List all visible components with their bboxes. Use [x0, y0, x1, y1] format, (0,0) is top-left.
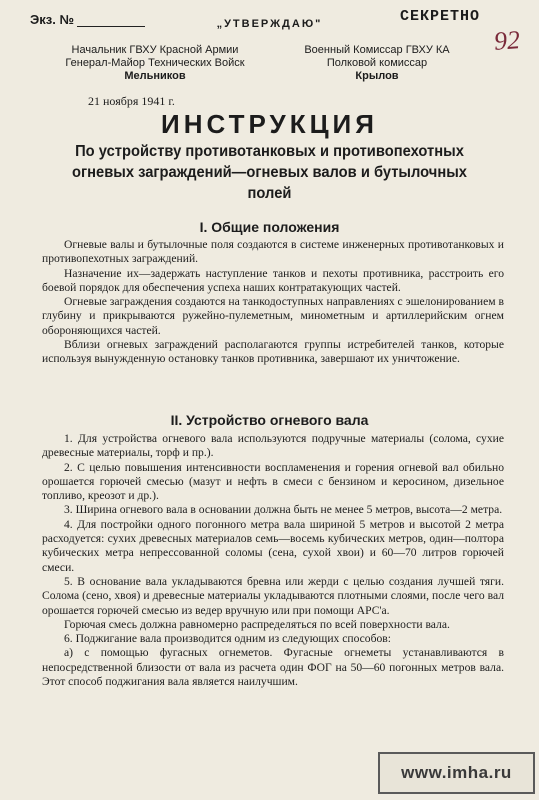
paragraph: Вблизи огневых заграждений располагаются группы истребителей танков, которые используя вынужденную остановку танков противника, завершают их уничтожение. [42, 338, 504, 366]
approval-heading: „УТВЕРЖДАЮ" [216, 18, 323, 30]
paragraph: 1. Для устройства огневого вала используются подручные материалы (солома, сухие древесные материалы, торф и пр.). [42, 432, 504, 460]
left-signatory-name: Мельников [124, 70, 186, 82]
section-body-general [42, 238, 504, 367]
paragraph: Назначение их—задержать наступление танков и пехоты противника, расстроить его боевой порядок для обеспечения успеха наших контратакующих частей. [42, 266, 504, 294]
paragraph: 5. В основание вала укладываются бревна или жерди с целью создания лучшей тяги. Солома (сено, хвоя) и древесные материалы укладываются плотными слоями, после чего вал орошается горючей смесью из ведер вручную или при помощи АРС'а. [42, 574, 504, 617]
section-body-fire-wall [42, 432, 504, 689]
paragraph: Огневые валы и бутылочные поля создаются в системе инженерных противотанковых и противопехотных заграждений. [42, 238, 504, 266]
section-heading-fire-wall: II. Устройство огневого вала [170, 412, 369, 428]
classification-label: СЕКРЕТНО [400, 8, 481, 25]
left-signatory-line1: Начальник ГВХУ Красной Армии [71, 44, 239, 56]
document-subtitle: По устройству противотанковых и противопехотных огневых заграждений—огневых валов и бутылочных полей [72, 143, 467, 202]
right-signatory [272, 44, 482, 83]
paragraph: 3. Ширина огневого вала в основании должна быть не менее 5 метров, высота—2 метра. [64, 503, 503, 517]
archive-page-number: 92 [492, 25, 521, 56]
right-signatory-name: Крылов [355, 70, 399, 82]
paragraph: Огневые заграждения создаются на танкодоступных направлениях с эшелонированием в глубину и прикрываются ружейно-пулеметным, минометным и артиллерийским огнем обороняющихся частей. [42, 295, 504, 337]
right-signatory-line2: Полковой комиссар [326, 57, 428, 69]
copy-number-label: Экз. № [30, 12, 74, 27]
paragraph: 4. Для постройки одного погонного метра вала шириной 5 метров и высотой 2 метра расходуется: сухих древесных материалов семь—восемь кубических метров, один—полтора кубических метра непрессованной соломы (сена, сухой хвои) и 60—70 литров горючей смеси. [42, 517, 504, 574]
approval-date: 21 ноября 1941 г. [88, 94, 175, 108]
watermark-stamp: www.imha.ru [378, 752, 535, 794]
paragraph: а) с помощью фугасных огнеметов. Фугасные огнеметы устанавливаются в непосредственной близости от вала из расчета один ФОГ на 50—60 погонных метров вала. Этот способ поджигания вала является наилучшим. [42, 646, 504, 689]
document-title: ИНСТРУКЦИЯ [161, 109, 378, 139]
paragraph: 6. Поджигание вала производится одним из следующих способов: [64, 632, 391, 646]
paragraph: Горючая смесь должна равномерно распределяться по всей поверхности вала. [64, 617, 450, 631]
paragraph: 2. С целью повышения интенсивности воспламенения и горения огневой вал обильно орошается горючей смесью (мазут и нефть в смеси с бензином и керосином, дизельное топливо, креозот и др.). [42, 460, 504, 503]
section-heading-general: I. Общие положения [199, 219, 340, 235]
left-signatory-line2: Генерал-Майор Технических Войск [65, 57, 245, 69]
left-signatory [50, 44, 260, 83]
right-signatory-line1: Военный Комиссар ГВХУ КА [304, 44, 450, 56]
